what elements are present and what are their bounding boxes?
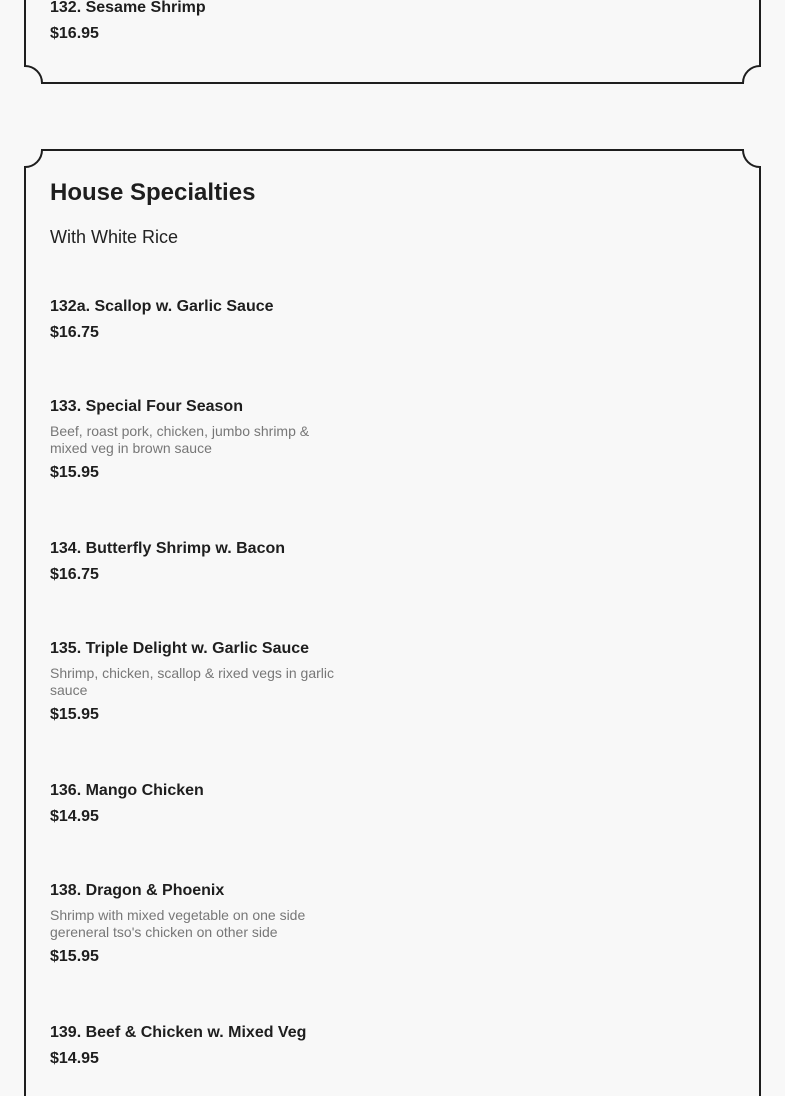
item-price: $16.75 [50, 566, 99, 583]
section-header [50, 178, 255, 208]
item-price: $14.95 [50, 808, 99, 825]
item-name: 136. Mango Chicken [50, 782, 204, 799]
item-name: 133. Special Four Season [50, 398, 243, 415]
item-description: Shrimp with mixed vegetable on one side gereneral tso's chicken on other side [50, 907, 306, 940]
item-name: 138. Dragon & Phoenix [50, 882, 225, 899]
item-price: $15.95 [50, 464, 99, 481]
menu-item[interactable] [50, 881, 390, 967]
item-name: 132. Sesame Shrimp [50, 0, 206, 16]
menu-item[interactable] [50, 539, 390, 585]
item-name: 135. Triple Delight w. Garlic Sauce [50, 640, 310, 657]
item-price: $15.95 [50, 706, 99, 723]
item-price: $14.95 [50, 1050, 99, 1067]
section-title: House Specialties [50, 179, 256, 206]
menu-item[interactable] [50, 639, 390, 725]
item-name: 134. Butterfly Shrimp w. Bacon [50, 540, 286, 557]
item-description: Shrimp, chicken, scallop & rixed vegs in garlic sauce [50, 665, 335, 698]
menu-item[interactable] [50, 781, 390, 827]
item-name: 132a. Scallop w. Garlic Sauce [50, 298, 274, 315]
item-description: Beef, roast pork, chicken, jumbo shrimp & mixed veg in brown sauce [50, 423, 310, 456]
item-price: $16.95 [50, 25, 99, 42]
section-subtitle-wrap [50, 226, 178, 248]
menu-item[interactable] [50, 297, 390, 343]
menu-item[interactable] [50, 0, 390, 44]
item-name: 139. Beef & Chicken w. Mixed Veg [50, 1024, 307, 1041]
menu-item[interactable] [50, 397, 390, 483]
menu-item[interactable] [50, 1023, 390, 1069]
item-price: $16.75 [50, 324, 99, 341]
section-subtitle: With White Rice [50, 227, 179, 247]
item-price: $15.95 [50, 948, 99, 965]
